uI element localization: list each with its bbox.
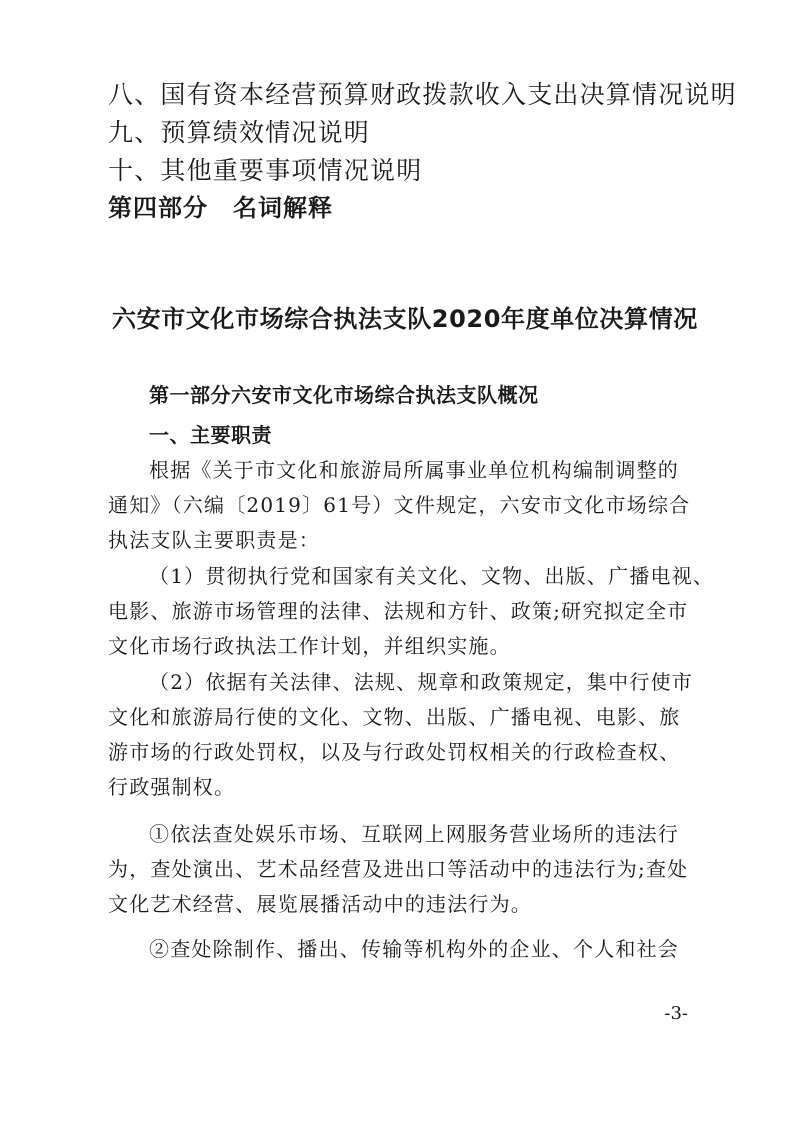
paragraph-line: ②查处除制作、播出、传输等机构外的企业、个人和社会 (149, 937, 679, 961)
toc-part-4: 第四部分 名词解释 (108, 194, 333, 222)
paragraph-line: 行政强制权。 (108, 775, 236, 799)
paragraph-line: 执法支队主要职责是： (108, 528, 320, 552)
paragraph-line: ①依法查处娱乐市场、互联网上网服务营业场所的违法行 (149, 822, 679, 846)
paragraph-line: （1）贯彻执行党和国家有关文化、文物、出版、广播电视、 (149, 564, 715, 588)
page-number: -3- (664, 1003, 688, 1024)
section-1-heading: 一、主要职责 (149, 423, 272, 447)
paragraph-line: 根据《关于市文化和旅游局所属事业单位机构编制调整的 (149, 458, 679, 482)
paragraph-line: 电影、旅游市场管理的法律、法规和方针、政策;研究拟定全市 (108, 599, 689, 623)
paragraph-line: 文化艺术经营、展览展播活动中的违法行为。 (108, 892, 532, 916)
part-1-heading: 第一部分六安市文化市场综合执法支队概况 (149, 383, 539, 407)
paragraph-line: 文化市场行政执法工作计划，并组织实施。 (108, 634, 511, 658)
toc-item-8: 八、国有资本经营预算财政拨款收入支出决算情况说明 (108, 80, 737, 109)
paragraph-line: （2）依据有关法律、法规、规章和政策规定，集中行使市 (149, 670, 693, 694)
toc-item-10: 十、其他重要事项情况说明 (108, 156, 423, 185)
paragraph-line: 通知》（六编〔2019〕61号）文件规定，六安市文化市场综合 (108, 493, 691, 517)
paragraph-line: 为，查处演出、艺术品经营及进出口等活动中的违法行为;查处 (108, 857, 689, 881)
paragraph-line: 游市场的行政处罚权，以及与行政处罚权相关的行政检查权、 (108, 740, 681, 764)
toc-item-9: 九、预算绩效情况说明 (108, 118, 371, 147)
paragraph-line: 文化和旅游局行使的文化、文物、出版、广播电视、电影、旅 (108, 705, 681, 729)
document-title: 六安市文化市场综合执法支队2020年度单位决算情况 (112, 305, 698, 333)
